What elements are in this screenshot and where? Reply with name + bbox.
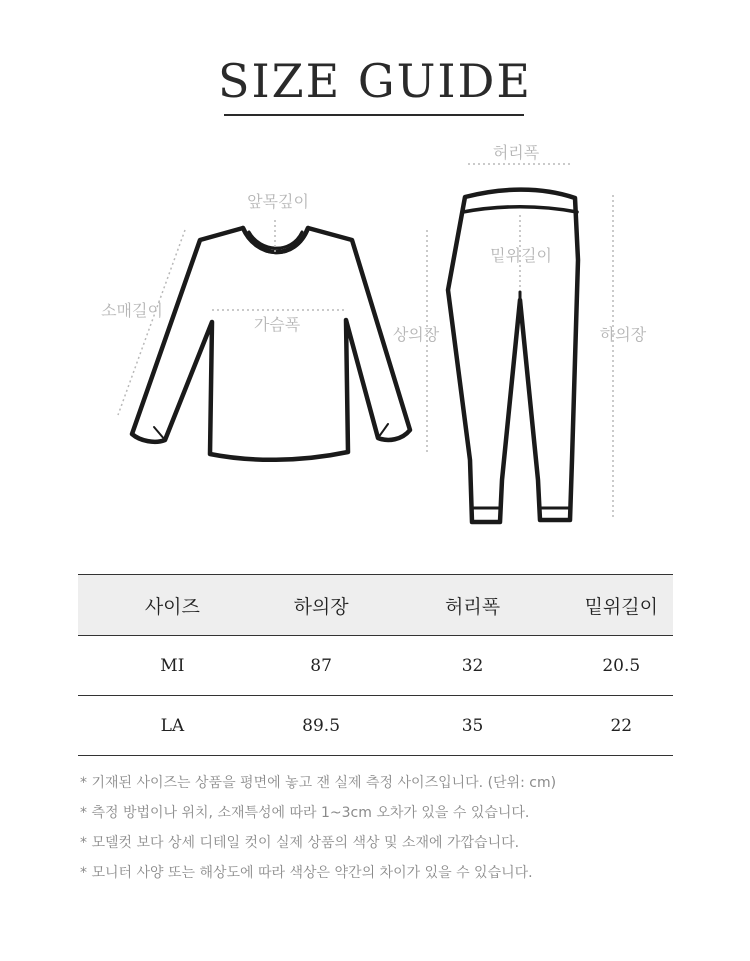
header-waist-width: 허리폭 <box>375 575 569 636</box>
cell-waist-width: 35 <box>375 696 569 756</box>
size-table <box>78 574 673 756</box>
note-item: * 측정 방법이나 위치, 소재특성에 따라 1~3cm 오차가 있을 수 있습니다. <box>80 805 530 821</box>
title-underline <box>224 114 524 116</box>
top-garment-icon <box>132 228 410 460</box>
label-pants-length: 하의장 <box>599 325 647 344</box>
label-neck-depth: 앞목깊이 <box>247 192 309 211</box>
note-item: * 모델컷 보다 상세 디테일 컷이 실제 상품의 색상 및 소재에 가깝습니다. <box>80 835 520 851</box>
size-notes <box>80 771 720 891</box>
header-rise-length: 밑위길이 <box>570 575 673 636</box>
cell-pants-length: 89.5 <box>267 696 376 756</box>
table-header-row <box>78 575 673 636</box>
label-sleeve-length: 소매길이 <box>101 301 163 320</box>
cell-size: LA <box>78 696 267 756</box>
cell-size: MI <box>78 636 267 696</box>
label-chest-width: 가슴폭 <box>253 315 301 334</box>
cell-pants-length: 87 <box>267 636 376 696</box>
pants-garment-icon <box>448 190 578 522</box>
table-row <box>78 696 673 756</box>
note-item: * 모니터 사양 또는 해상도에 따라 색상은 약간의 차이가 있을 수 있습니다. <box>80 865 533 881</box>
label-rise-length: 밑위길이 <box>490 246 552 265</box>
note-item: * 기재된 사이즈는 상품을 평면에 놓고 잰 실제 측정 사이즈입니다. (단위: cm) <box>80 775 557 791</box>
cell-rise-length: 20.5 <box>570 636 673 696</box>
cell-waist-width: 32 <box>375 636 569 696</box>
table-row <box>78 636 673 696</box>
label-top-length: 상의장 <box>392 325 440 344</box>
size-diagram <box>0 130 750 540</box>
header-size: 사이즈 <box>78 575 267 636</box>
page-title: SIZE GUIDE <box>218 54 532 108</box>
cell-rise-length: 22 <box>570 696 673 756</box>
header-pants-length: 하의장 <box>267 575 376 636</box>
label-waist-width: 허리폭 <box>492 143 540 162</box>
